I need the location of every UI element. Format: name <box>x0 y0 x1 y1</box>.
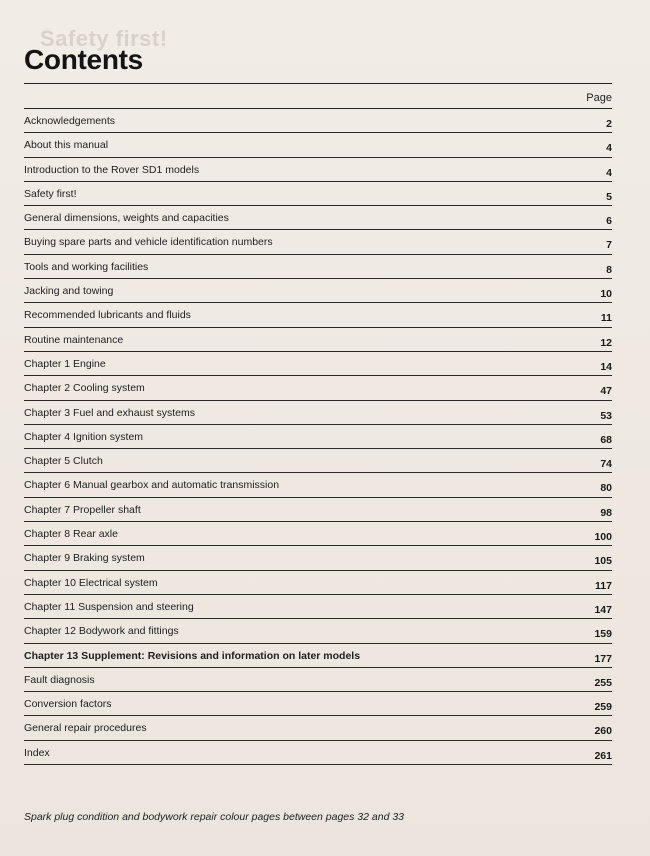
toc-entry <box>24 619 612 643</box>
toc-entry-label: Jacking and towing <box>24 285 114 298</box>
toc-entry-page: 147 <box>594 603 612 616</box>
toc-entry-page: 261 <box>594 749 612 762</box>
toc-entry <box>24 473 612 497</box>
toc-entry-label: Tools and working facilities <box>24 260 149 273</box>
toc-entry-label: Fault diagnosis <box>24 673 95 686</box>
toc-entry-page: 47 <box>600 385 612 398</box>
toc-entry <box>24 498 612 522</box>
toc-entry-label: Introduction to the Rover SD1 models <box>24 163 200 176</box>
toc-entry-page: 4 <box>606 166 612 179</box>
toc-entry-page: 260 <box>594 725 612 738</box>
toc-entry-page: 259 <box>594 701 612 714</box>
footnote: Spark plug condition and bodywork repair colour pages between pages 32 and 33 <box>24 811 405 823</box>
toc-entry <box>24 571 612 595</box>
toc-entry <box>24 644 612 668</box>
show-through-title: Safety first! <box>40 26 168 51</box>
toc-entry-label: Index <box>24 746 50 759</box>
page-column-header: Page <box>586 92 612 104</box>
toc-entry-page: 100 <box>594 531 612 544</box>
toc-entry <box>24 230 612 254</box>
toc-entry-page: 255 <box>594 676 612 689</box>
toc-entry <box>24 716 612 740</box>
toc-entry-page: 80 <box>600 482 612 495</box>
title-rule <box>24 83 612 84</box>
toc-entry-page: 4 <box>606 142 612 155</box>
toc-entry-label: Chapter 13 Supplement: Revisions and information on later models <box>24 649 361 662</box>
toc-entry <box>24 182 612 206</box>
toc-entry-label: Chapter 2 Cooling system <box>24 382 145 395</box>
toc-entry-page: 2 <box>606 118 612 130</box>
toc-entry <box>24 522 612 546</box>
toc-entry-page: 53 <box>600 409 612 422</box>
toc-entry-page: 117 <box>595 579 612 592</box>
toc-entry <box>24 401 612 425</box>
toc-entry-label: About this manual <box>24 139 109 152</box>
contents-list <box>24 109 612 765</box>
toc-entry <box>24 158 612 182</box>
toc-entry <box>24 425 612 449</box>
toc-entry-label: Recommended lubricants and fluids <box>24 309 191 322</box>
toc-entry-page: 74 <box>600 458 612 471</box>
toc-entry-label: Chapter 10 Electrical system <box>24 576 158 589</box>
toc-entry-label: General dimensions, weights and capacities <box>24 212 229 225</box>
toc-entry-page: 14 <box>600 360 612 373</box>
toc-entry-label: Buying spare parts and vehicle identification numbers <box>24 236 273 249</box>
toc-entry-page: 12 <box>600 336 612 349</box>
toc-entry-label: Chapter 1 Engine <box>24 357 106 370</box>
toc-entry <box>24 668 612 692</box>
toc-entry-page: 177 <box>594 652 612 665</box>
toc-entry <box>24 741 612 765</box>
toc-entry <box>24 255 612 279</box>
toc-entry-label: Chapter 6 Manual gearbox and automatic transmission <box>24 479 280 492</box>
toc-entry-page: 6 <box>606 215 612 228</box>
toc-entry <box>24 692 612 716</box>
toc-entry-page: 10 <box>600 288 612 301</box>
toc-entry-page: 68 <box>600 433 612 446</box>
toc-entry-label: Chapter 9 Braking system <box>24 552 145 565</box>
toc-entry <box>24 303 612 327</box>
toc-entry <box>24 133 612 157</box>
toc-entry-label: Acknowledgements <box>24 115 116 127</box>
toc-entry-label: Chapter 7 Propeller shaft <box>24 503 141 516</box>
toc-entry-label: Conversion factors <box>24 698 112 711</box>
toc-entry <box>24 206 612 230</box>
toc-entry-label: Chapter 3 Fuel and exhaust systems <box>24 406 196 419</box>
toc-entry-page: 11 <box>600 312 612 325</box>
toc-entry-label: Chapter 5 Clutch <box>24 455 103 468</box>
toc-entry-label: Chapter 4 Ignition system <box>24 430 144 443</box>
toc-entry-page: 105 <box>594 555 612 568</box>
toc-entry-page: 5 <box>606 190 612 203</box>
toc-entry <box>24 546 612 570</box>
toc-entry-label: Safety first! <box>24 187 77 200</box>
toc-entry-label: Chapter 8 Rear axle <box>24 528 118 541</box>
toc-entry <box>24 109 612 133</box>
toc-entry-page: 159 <box>594 628 612 641</box>
toc-entry-label: Chapter 11 Suspension and steering <box>24 600 194 613</box>
toc-entry-page: 98 <box>600 506 612 519</box>
toc-entry-page: 7 <box>606 239 612 252</box>
toc-entry <box>24 449 612 473</box>
toc-entry-label: Chapter 12 Bodywork and fittings <box>24 625 179 638</box>
page-title: Contents <box>24 44 143 75</box>
toc-entry-page: 8 <box>606 263 612 276</box>
toc-entry <box>24 279 612 303</box>
toc-entry <box>24 595 612 619</box>
toc-entry-label: General repair procedures <box>24 722 147 735</box>
toc-entry-label: Routine maintenance <box>24 333 124 346</box>
toc-entry <box>24 376 612 400</box>
toc-entry <box>24 352 612 376</box>
toc-entry <box>24 328 612 352</box>
